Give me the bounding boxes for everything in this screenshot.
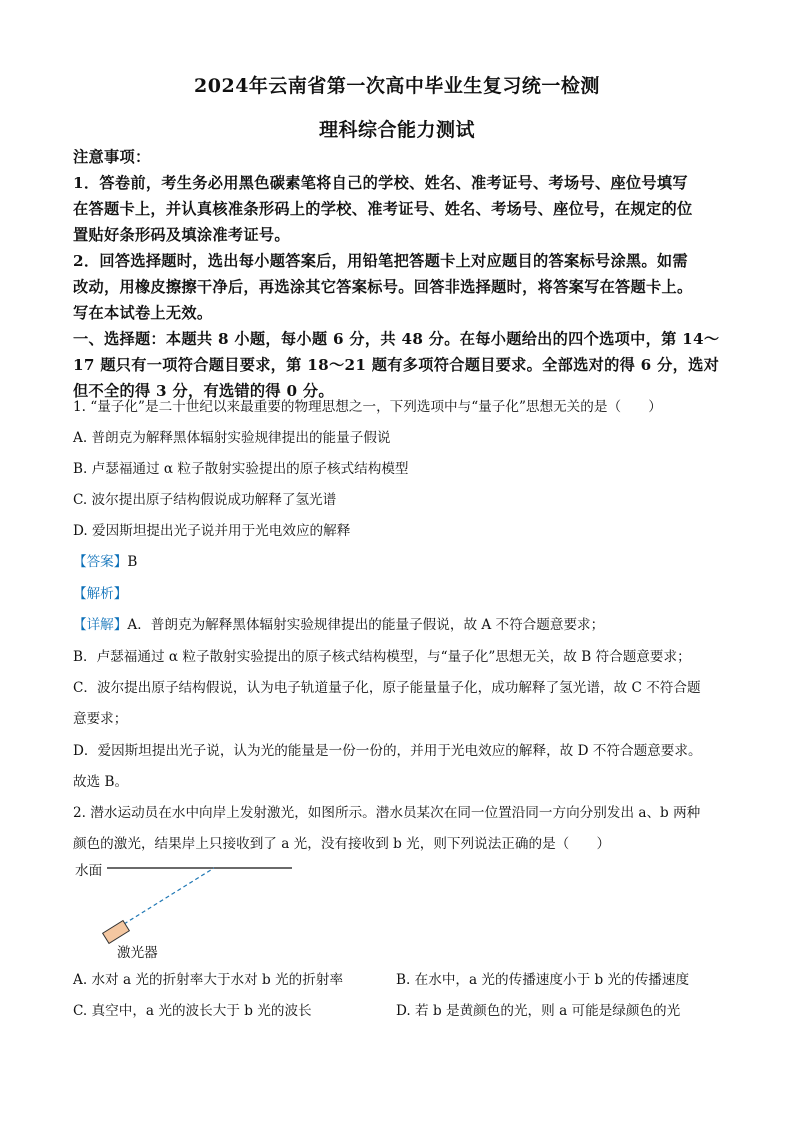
detail-line: D．爱因斯坦提出光子说，认为光的能量是一份一份的，并用于光电效应的解释，故 D 不符合题意要求。 (73, 743, 702, 759)
q2-option-a: A. 水对 a 光的折射率大于水对 b 光的折射率 (73, 972, 344, 988)
answer-value: B (127, 554, 138, 570)
detail-line: C．波尔提出原子结构假说，认为电子轨道量子化，原子能量量子化，成功解释了氢光谱，故 C 不符合题 (73, 680, 701, 696)
section-heading: 一、选择题：本题共 8 小题，每小题 6 分，共 48 分。在每小题给出的四个选项中，第 14～ (73, 330, 720, 348)
laser-beam (124, 868, 214, 924)
detail-tag: 【详解】 (73, 617, 128, 633)
q2-stem-line: 2. 潜水运动员在水中向岸上发射激光，如图所示。潜水员某次在同一位置沿同一方向分别发出 a、b 两种 (73, 805, 701, 821)
laser-device-icon (103, 921, 130, 944)
analysis-tag: 【解析】 (73, 586, 128, 602)
q2-stem-line: 颜色的激光，结果岸上只接收到了 a 光，没有接收到 b 光，则下列说法正确的是（ ） (73, 836, 611, 852)
detail-line: A．普朗克为解释黑体辐射实验规律提出的能量子假说，故 A 不符合题意要求； (127, 617, 605, 633)
notice-line: 1．答卷前，考生务必用黑色碳素笔将自己的学校、姓名、准考证号、考场号、座位号填写 (73, 174, 688, 192)
notice-line: 改动，用橡皮擦擦干净后，再选涂其它答案标号。回答非选择题时，将答案写在答题卡上。 (73, 278, 693, 296)
notice-line: 置贴好条形码及填涂准考证号。 (73, 226, 290, 244)
q2-option-d: D. 若 b 是黄颜色的光，则 a 可能是绿颜色的光 (396, 1003, 681, 1019)
section-line: 17 题只有一项符合题目要求，第 18～21 题有多项符合题目要求。全部选对的得 6 分，选对 (73, 356, 720, 374)
q1-option-c: C. 波尔提出原子结构假说成功解释了氢光谱 (73, 492, 337, 508)
surface-label: 水面 (75, 863, 103, 879)
q1-option-b: B. 卢瑟福通过 α 粒子散射实验提出的原子核式结构模型 (73, 461, 409, 477)
page-subtitle: 理科综合能力测试 (318, 119, 475, 141)
detail-line: 意要求； (73, 711, 128, 727)
notice-heading: 注意事项： (73, 148, 151, 166)
q1-option-a: A. 普朗克为解释黑体辐射实验规律提出的能量子假说 (73, 430, 391, 446)
page-title: 2024年云南省第一次高中毕业生复习统一检测 (194, 75, 600, 97)
section-line: 但不全的得 3 分，有选错的得 0 分。 (73, 382, 334, 400)
q2-option-b: B. 在水中，a 光的传播速度小于 b 光的传播速度 (396, 972, 690, 988)
answer-tag: 【答案】 (73, 554, 128, 570)
notice-line: 在答题卡上，并认真核准条形码上的学校、准考证号、姓名、考场号、座位号，在规定的位 (73, 200, 693, 218)
device-label: 激光器 (117, 945, 158, 961)
q1-option-d: D. 爱因斯坦提出光子说并用于光电效应的解释 (73, 523, 351, 539)
notice-line: 2．回答选择题时，选出每小题答案后，用铅笔把答题卡上对应题目的答案标号涂黑。如需 (73, 252, 688, 270)
q1-stem: 1. “量子化”是二十世纪以来最重要的物理思想之一，下列选项中与“量子化”思想无关的是（ ） (73, 399, 662, 415)
detail-line: B．卢瑟福通过 α 粒子散射实验提出的原子核式结构模型，与“量子化”思想无关，故 B 符合题意要求； (73, 649, 691, 665)
notice-line: 写在本试卷上无效。 (73, 304, 213, 322)
detail-line: 故选 B。 (73, 774, 129, 790)
q2-option-c: C. 真空中，a 光的波长大于 b 光的波长 (73, 1003, 312, 1019)
